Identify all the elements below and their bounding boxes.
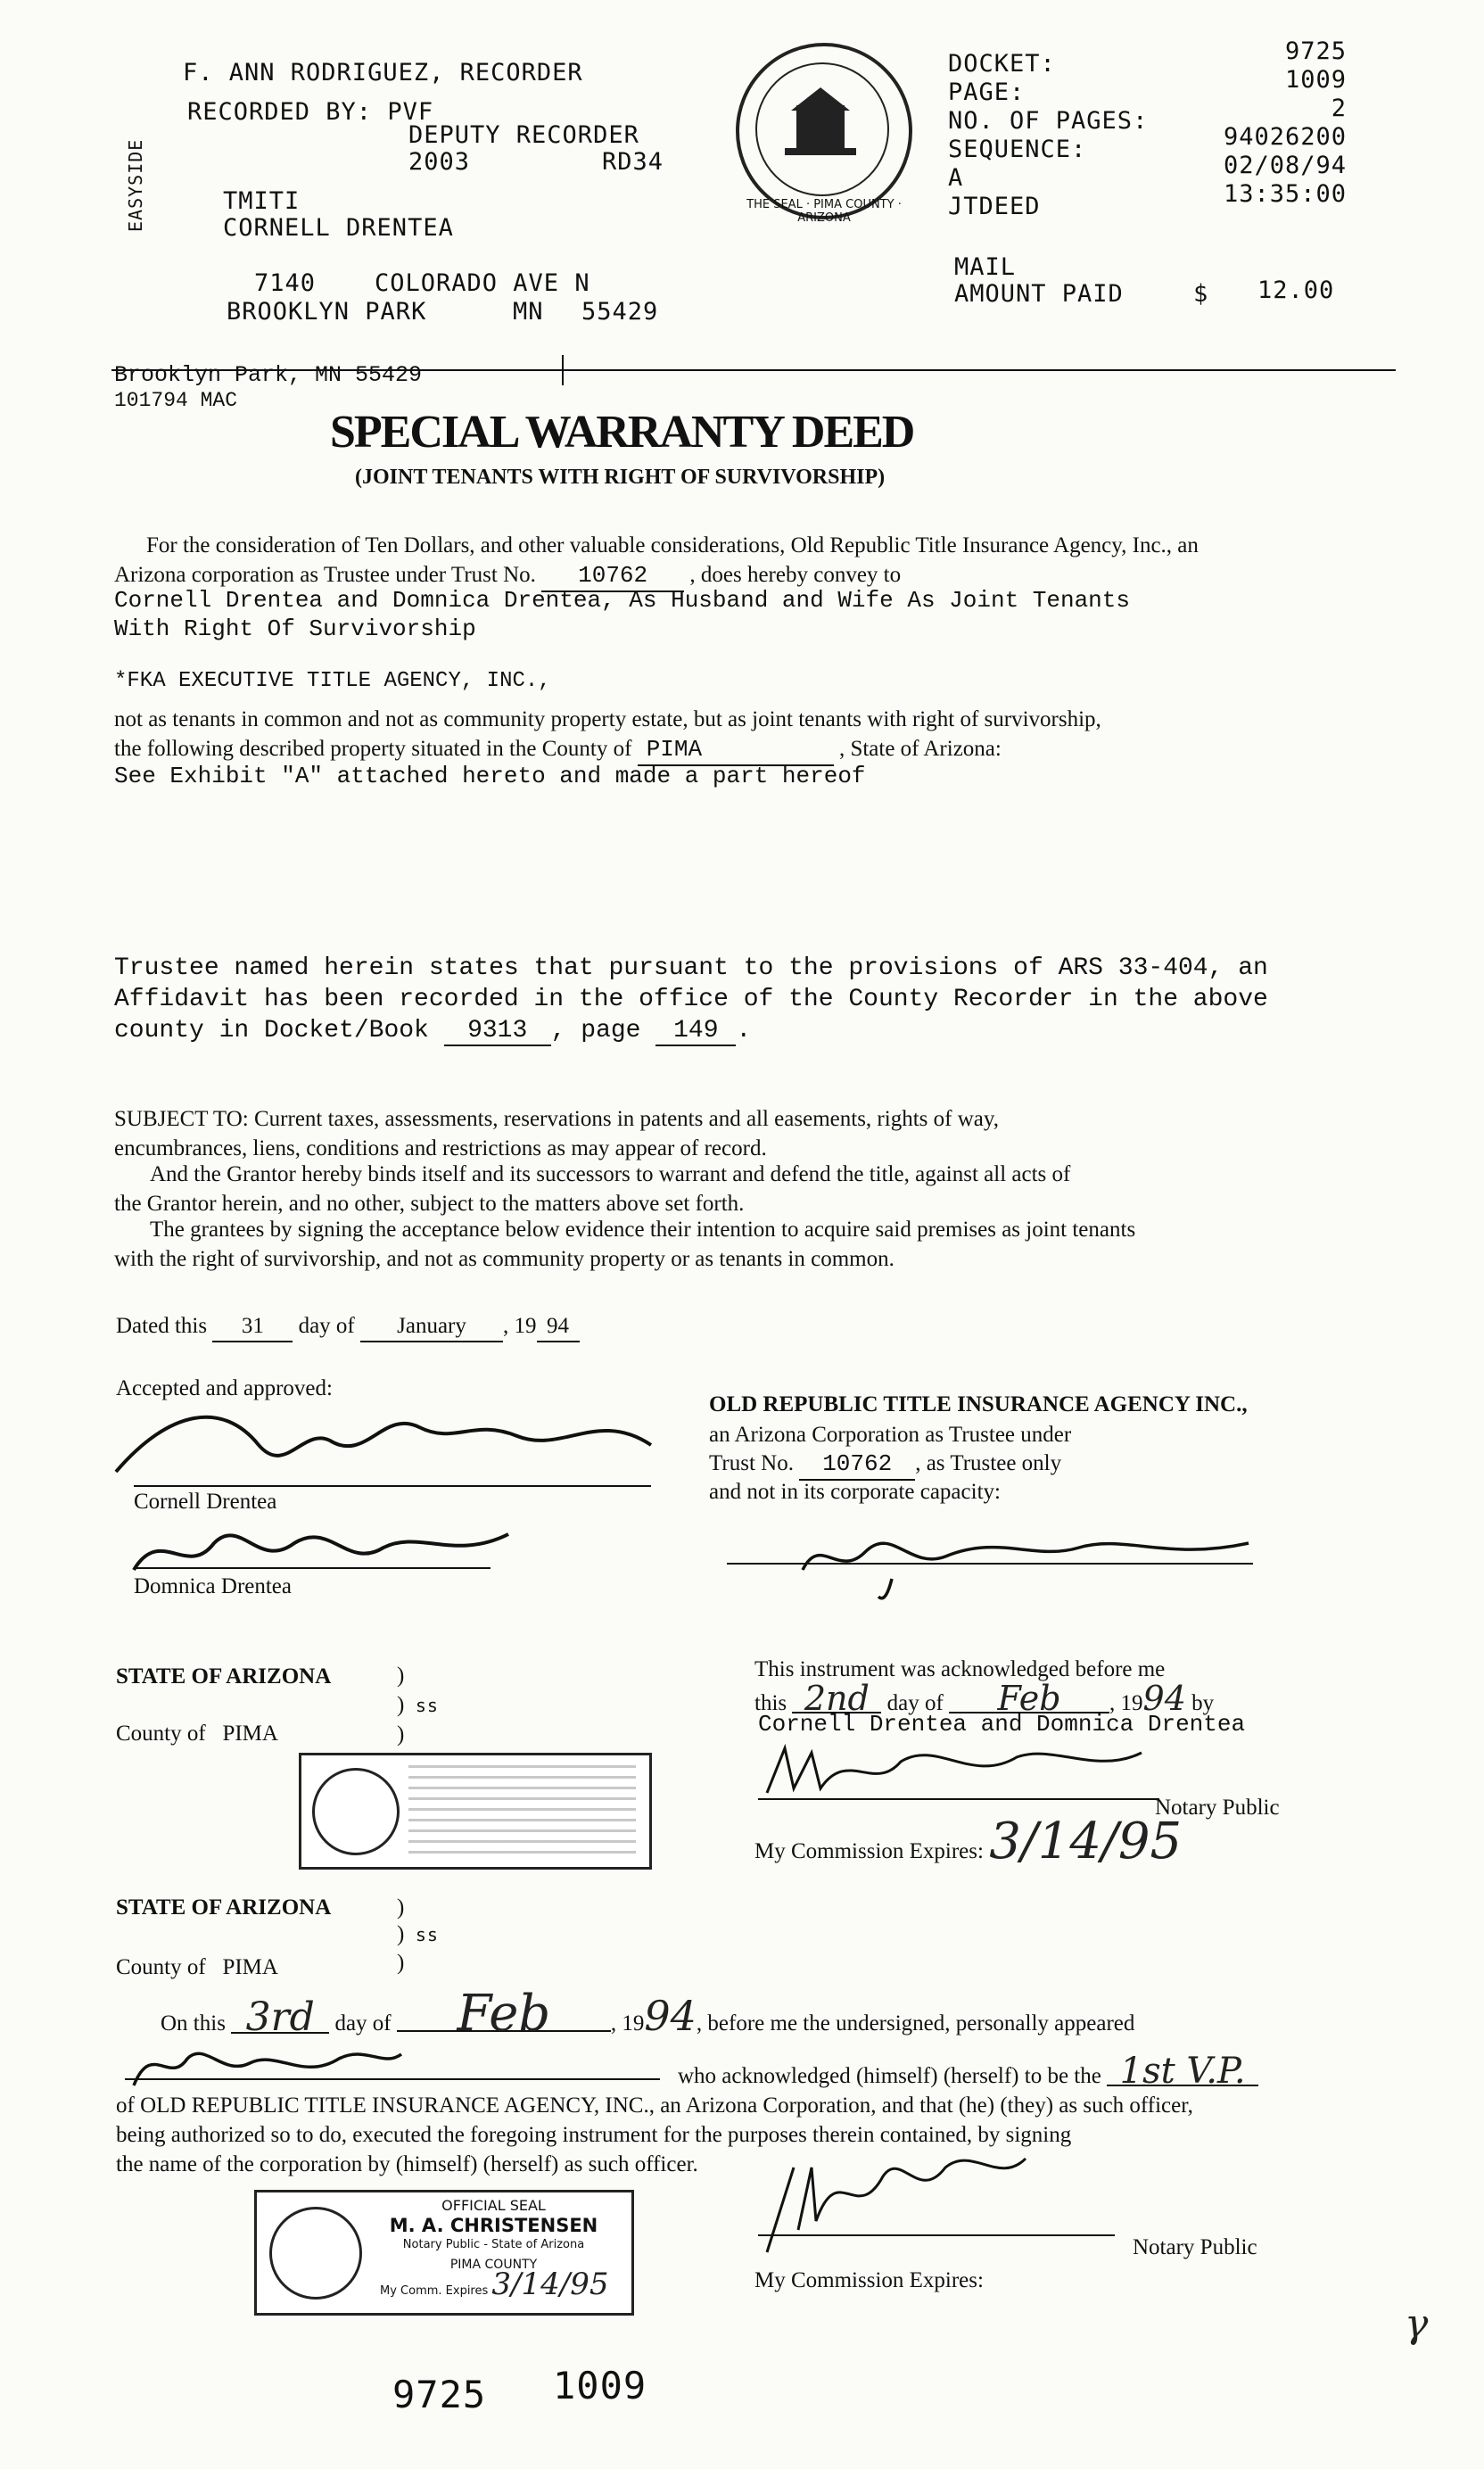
addressee-line-2: CORNELL DRENTEA bbox=[223, 214, 454, 242]
ack2-officer-title: 1st V.P. bbox=[1107, 2058, 1258, 2086]
notary-stamp-2 bbox=[254, 2190, 634, 2316]
seal-text: THE SEAL · PIMA COUNTY · ARIZONA bbox=[746, 198, 902, 225]
trustee-sign-line bbox=[727, 1563, 1253, 1565]
ack1-ss-line: ) ss bbox=[397, 1693, 439, 1717]
recorder-name: F. ANN RODRIGUEZ, RECORDER bbox=[183, 59, 583, 87]
ack2-day: 3rd bbox=[231, 2003, 329, 2034]
ack2-notary-label: Notary Public bbox=[1133, 2235, 1257, 2259]
footer-page: 1009 bbox=[553, 2364, 647, 2407]
exhibit-reference: See Exhibit "A" attached hereto and made a part hereof bbox=[114, 763, 866, 789]
address-street: COLORADO AVE N bbox=[375, 269, 590, 297]
deed-title: SPECIAL WARRANTY DEED bbox=[330, 407, 914, 458]
signature-cornell bbox=[98, 1391, 669, 1499]
record-type-label: A bbox=[948, 164, 964, 192]
subject-line-c: And the Grantor hereby binds itself and its successors to warrant and defend the title, against all acts of bbox=[150, 1162, 1071, 1186]
county-value: PIMA bbox=[638, 735, 834, 766]
county-line: the following described property situated in the County of PIMA , State of Arizona: bbox=[114, 734, 1002, 766]
ack1-day: 2nd bbox=[792, 1685, 881, 1713]
trustee-line-1: Trustee named herein states that pursuant to the provisions of ARS 33-404, an bbox=[114, 954, 1268, 982]
grantee-name-2: Domnica Drentea bbox=[134, 1574, 293, 1598]
deed-subtitle: (JOINT TENANTS WITH RIGHT OF SURVIVORSHIP) bbox=[355, 466, 886, 489]
trust-number: 10762 bbox=[541, 561, 684, 592]
signature-trustee-officer bbox=[785, 1507, 1266, 1606]
notary-seal-expires: 3/14/95 bbox=[491, 2267, 609, 2302]
ack1-text: This instrument was acknowledged before me bbox=[754, 1657, 1166, 1681]
company-line-4: and not in its corporate capacity: bbox=[709, 1480, 1001, 1504]
notary-seal-name: M. A. CHRISTENSEN bbox=[389, 2215, 598, 2236]
amount-paid-value: 12.00 bbox=[1257, 277, 1335, 304]
ack2-bracket-2: ) bbox=[397, 1951, 405, 1975]
notary-seal-county: PIMA COUNTY bbox=[449, 2258, 538, 2272]
mail-label: MAIL bbox=[954, 253, 1017, 281]
address-state: MN bbox=[513, 298, 544, 326]
notary-1-sign-line bbox=[758, 1798, 1159, 1800]
dated-line: Dated this 31 day of January , 19 94 bbox=[116, 1311, 580, 1342]
notary-2-sign-line bbox=[758, 2234, 1115, 2236]
currency-symbol: $ bbox=[1193, 280, 1209, 308]
dated-year: 94 bbox=[537, 1311, 580, 1342]
recorder-code-2: RD34 bbox=[602, 148, 664, 176]
grantee-sign-line-2 bbox=[134, 1567, 491, 1569]
officer-2-sign-line bbox=[125, 2078, 660, 2080]
fka-note: *FKA EXECUTIVE TITLE AGENCY, INC., bbox=[114, 669, 551, 693]
ack1-month: Feb bbox=[949, 1685, 1109, 1713]
page-label: PAGE: bbox=[948, 78, 1026, 106]
docket-labels bbox=[948, 50, 1148, 221]
record-time-value: 13:35:00 bbox=[1223, 180, 1347, 208]
ack1-commission-line: My Commission Expires: 3/14/95 bbox=[754, 1813, 1183, 1870]
sequence-label: SEQUENCE: bbox=[948, 136, 1087, 163]
ack2-county-line: County of PIMA bbox=[116, 1955, 278, 1979]
ack1-bracket-2: ) bbox=[397, 1722, 405, 1746]
sequence-value: 94026200 bbox=[1223, 123, 1347, 151]
dated-day: 31 bbox=[212, 1311, 293, 1342]
signature-notary-2 bbox=[713, 2141, 1070, 2257]
file-reference: 101794 MAC bbox=[114, 389, 238, 412]
ack1-state: STATE OF ARIZONA bbox=[116, 1664, 332, 1689]
num-pages-label: NO. OF PAGES: bbox=[948, 107, 1149, 135]
deputy-recorder: DEPUTY RECORDER bbox=[408, 121, 639, 149]
ack1-bracket: ) bbox=[397, 1664, 405, 1688]
subject-line-b: encumbrances, liens, conditions and restrictions as may appear of record. bbox=[114, 1136, 767, 1160]
ack2-line-2: of OLD REPUBLIC TITLE INSURANCE AGENCY, INC., an Arizona Corporation, and that (he) (they) as such officer, bbox=[116, 2093, 1193, 2118]
trustee-line-2: Affidavit has been recorded in the office of the County Recorder in the above bbox=[114, 986, 1268, 1013]
notary-seal-expires-label: My Comm. Expires bbox=[380, 2284, 489, 2298]
ack2-line-4: the name of the corporation by (himself) (herself) as such officer. bbox=[116, 2152, 698, 2176]
county-seal-icon bbox=[736, 43, 912, 225]
ack2-month: Feb bbox=[397, 1998, 611, 2032]
ack2-ack-line: who acknowledged (himself) (herself) to be the 1st V.P. bbox=[678, 2058, 1258, 2091]
notary-stamp-1 bbox=[299, 1753, 652, 1870]
return-address: Brooklyn Park, MN 55429 bbox=[114, 362, 423, 388]
docket-page: 149 bbox=[655, 1017, 736, 1046]
ack2-year: 94 bbox=[644, 1992, 697, 2040]
address-number: 7140 bbox=[254, 269, 317, 297]
recorded-by: RECORDED BY: PVF bbox=[187, 98, 434, 126]
company-name: OLD REPUBLIC TITLE INSURANCE AGENCY INC., bbox=[709, 1392, 1248, 1416]
address-city: BROOKLYN PARK bbox=[227, 298, 427, 326]
subject-line-f: with the right of survivorship, and not as community property or as tenants in common. bbox=[114, 1247, 895, 1271]
ack2-bracket: ) bbox=[397, 1895, 405, 1920]
signature-notary-1 bbox=[758, 1739, 1150, 1802]
trustee-line-3: county in Docket/Book 9313 , page 149 . bbox=[114, 1017, 752, 1045]
address-zip: 55429 bbox=[581, 298, 659, 326]
ack1-commission-date: 3/14/95 bbox=[989, 1813, 1183, 1870]
grantees-line-1: Cornell Drentea and Domnica Drentea, As Husband and Wife As Joint Tenants bbox=[114, 587, 1130, 614]
ack1-year: 94 bbox=[1142, 1679, 1186, 1718]
ack1-date-line: this 2nd day of Feb , 1994 by bbox=[754, 1679, 1215, 1718]
docket-label: DOCKET: bbox=[948, 50, 1056, 78]
docket-book: 9313 bbox=[444, 1017, 551, 1046]
trust-line: Arizona corporation as Trustee under Trust No. 10762 , does hereby convey to bbox=[114, 560, 901, 592]
grantee-name-1: Cornell Drentea bbox=[134, 1490, 277, 1514]
deed-type-label: JTDEED bbox=[948, 193, 1041, 220]
dated-month: January bbox=[360, 1311, 503, 1342]
notary-seal-2-icon bbox=[269, 2207, 362, 2300]
ack1-notary-label: Notary Public bbox=[1155, 1796, 1280, 1820]
side-label: EASYSIDE bbox=[125, 138, 146, 232]
tenancy-text: not as tenants in common and not as community property estate, but as joint tenants with right of survivorship, bbox=[114, 707, 1101, 731]
consideration-text: For the consideration of Ten Dollars, and other valuable considerations, Old Republic Title Insurance Agency, Inc., an bbox=[146, 533, 1199, 557]
docket-value: 9725 bbox=[1284, 37, 1347, 65]
company-trust-number: 10762 bbox=[799, 1449, 915, 1481]
company-line-2: an Arizona Corporation as Trustee under bbox=[709, 1423, 1072, 1447]
amount-paid-label: AMOUNT PAID bbox=[954, 280, 1124, 308]
grantees-line-2: With Right Of Survivorship bbox=[114, 615, 476, 642]
footer-docket: 9725 bbox=[392, 2373, 487, 2416]
recorder-code-1: 2003 bbox=[408, 148, 471, 176]
ack2-line-3: being authorized so to do, executed the foregoing instrument for the purposes therein contained, by signing bbox=[116, 2123, 1072, 2147]
ack2-state: STATE OF ARIZONA bbox=[116, 1895, 332, 1920]
ack1-names: Cornell Drentea and Domnica Drentea bbox=[758, 1711, 1246, 1738]
ack1-county-line: County of PIMA bbox=[116, 1722, 278, 1746]
page-value: 1009 bbox=[1284, 66, 1347, 94]
footer-mark: γ bbox=[1405, 2301, 1429, 2347]
ack2-commission-label: My Commission Expires: bbox=[754, 2268, 984, 2292]
accepted-label: Accepted and approved: bbox=[116, 1376, 333, 1400]
ack2-ss-line: ) ss bbox=[397, 1922, 439, 1946]
notary-seal-title: OFFICIAL SEAL bbox=[441, 2197, 546, 2214]
ack2-date-line: On this 3rd day of Feb , 1994, before me the undersigned, personally appeared bbox=[161, 1985, 1135, 2043]
subject-line-a: SUBJECT TO: Current taxes, assessments, reservations in patents and all easements, rights of way, bbox=[114, 1107, 999, 1131]
record-date-value: 02/08/94 bbox=[1223, 152, 1347, 179]
subject-line-e: The grantees by signing the acceptance below evidence their intention to acquire said premises as joint tenants bbox=[150, 1218, 1136, 1242]
signature-officer-2 bbox=[125, 2032, 410, 2094]
subject-line-d: the Grantor herein, and no other, subject to the matters above set forth. bbox=[114, 1192, 745, 1216]
addressee-line-1: TMITI bbox=[223, 187, 301, 215]
company-line-3: Trust No. 10762 , as Trustee only bbox=[709, 1449, 1061, 1481]
docket-values bbox=[1159, 37, 1347, 209]
num-pages-value: 2 bbox=[1331, 95, 1347, 122]
notary-seal-state: Notary Public - State of Arizona bbox=[402, 2238, 585, 2251]
header-divider-tick bbox=[562, 355, 564, 385]
notary-seal-1-icon bbox=[312, 1768, 400, 1855]
